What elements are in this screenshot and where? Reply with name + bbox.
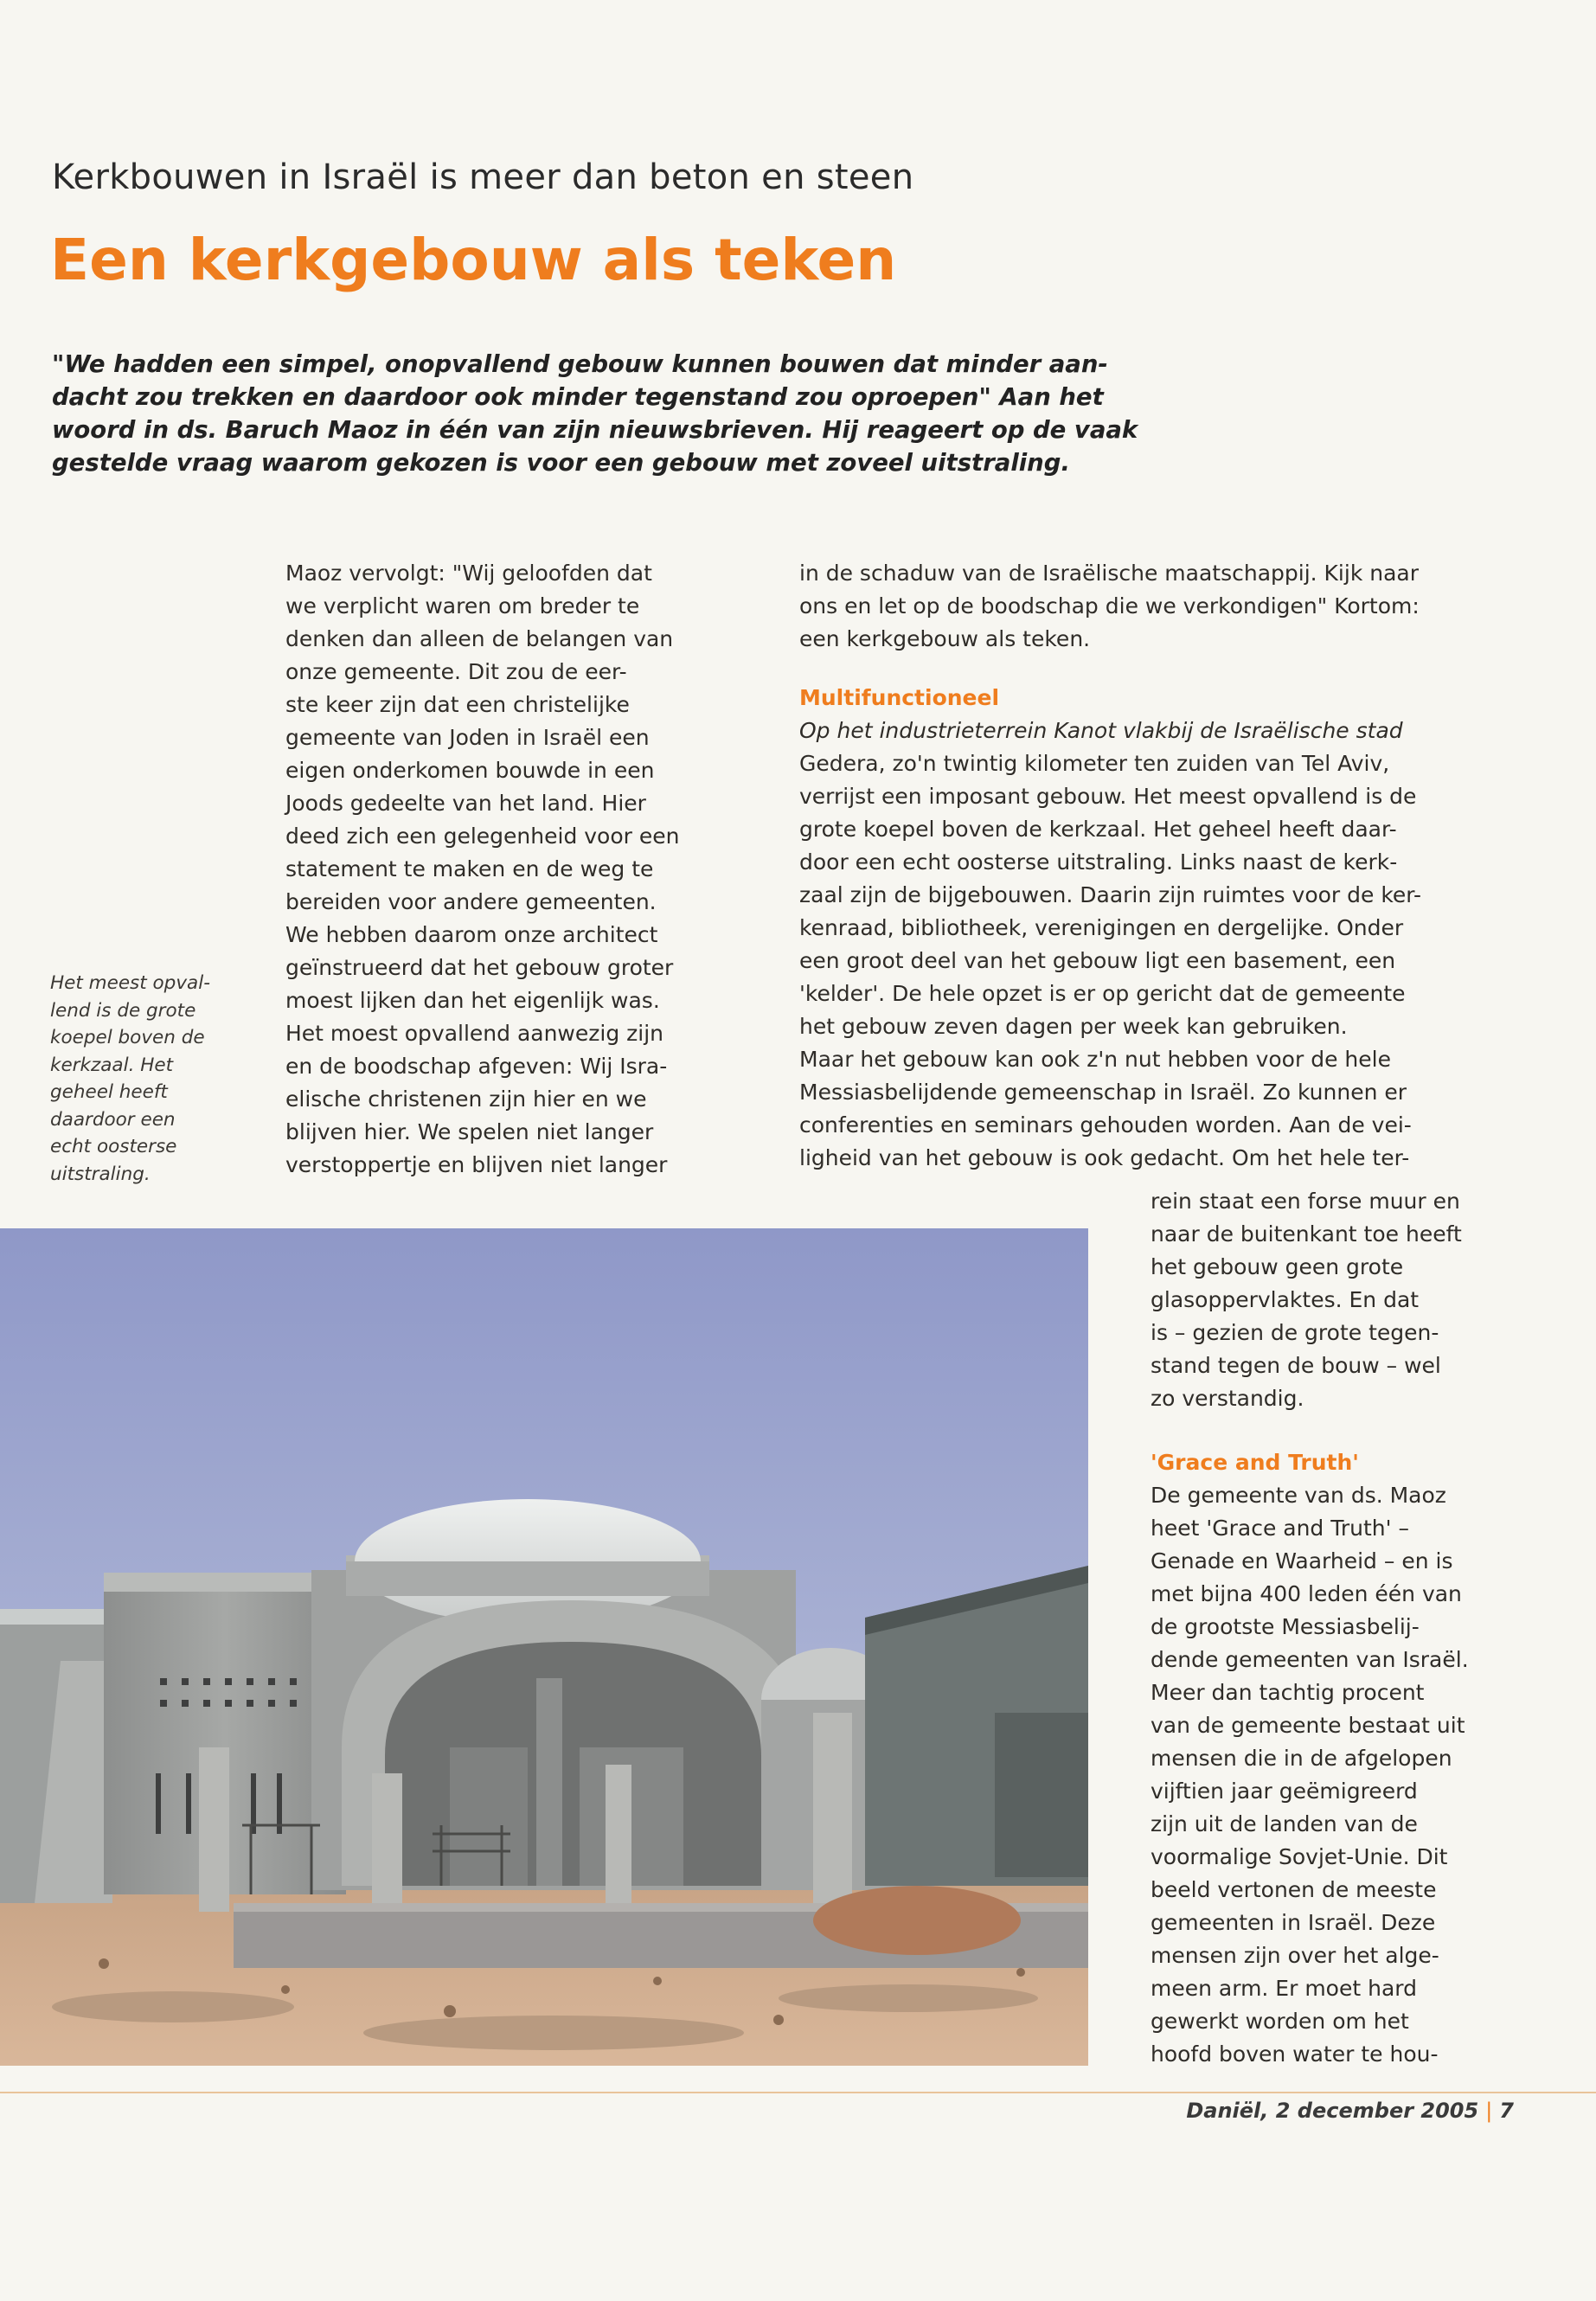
caption-line: lend is de grote	[50, 999, 196, 1022]
body-line: Gedera, zo'n twintig kilometer ten zuiden van Tel Aviv,	[799, 751, 1390, 776]
body-line: glasoppervlaktes. En dat	[1151, 1287, 1420, 1312]
body-line: het gebouw zeven dagen per week kan gebruiken.	[799, 1014, 1348, 1039]
body-line: geïnstrueerd dat het gebouw groter	[285, 955, 674, 980]
body-line: rein staat een forse muur en	[1151, 1189, 1460, 1214]
body-line: mensen zijn over het alge-	[1151, 1943, 1439, 1968]
page-number: 7	[1499, 2099, 1514, 2123]
body-line: 'kelder'. De hele opzet is er op gericht dat de gemeente	[799, 981, 1406, 1006]
caption-line: Het meest opval-	[50, 972, 210, 994]
body-line: beeld vertonen de meeste	[1151, 1877, 1437, 1902]
body-line: door een echt oosterse uitstraling. Links naast de kerk-	[799, 849, 1398, 875]
caption-line: kerkzaal. Het	[50, 1054, 174, 1076]
text-column-1	[285, 557, 753, 1182]
subhead-grace-and-truth: 'Grace and Truth'	[1151, 1450, 1359, 1475]
body-line: Maar het gebouw kan ook z'n nut hebben voor de hele	[799, 1047, 1391, 1072]
body-line: eigen onderkomen bouwde in een	[285, 758, 655, 783]
body-line: denken dan alleen de belangen van	[285, 626, 674, 651]
body-line: een kerkgebouw als teken.	[799, 626, 1091, 651]
body-line: bereiden voor andere gemeenten.	[285, 889, 657, 914]
text-column-3	[1151, 1185, 1514, 2071]
body-line: De gemeente van ds. Maoz	[1151, 1483, 1446, 1508]
text-column-2	[799, 557, 1509, 1175]
footer-source: Daniël, 2 december 2005	[1186, 2099, 1479, 2123]
body-line: is – gezien de grote tegen-	[1151, 1320, 1439, 1345]
body-line: kenraad, bibliotheek, verenigingen en dergelijke. Onder	[799, 915, 1404, 940]
body-line: verstoppertje en blijven niet langer	[285, 1152, 668, 1177]
intro-line: gestelde vraag waarom gekozen is voor een gebouw met zoveel uitstraling.	[52, 449, 1070, 477]
caption-line: geheel heeft	[50, 1081, 168, 1103]
body-line: Het moest opvallend aanwezig zijn	[285, 1021, 663, 1046]
body-line: We hebben daarom onze architect	[285, 922, 658, 947]
body-line: naar de buitenkant toe heeft	[1151, 1221, 1462, 1247]
body-line: zaal zijn de bijgebouwen. Daarin zijn ruimtes voor de ker-	[799, 882, 1422, 907]
body-line: Op het industrieterrein Kanot vlakbij de Israëlische stad	[799, 718, 1403, 743]
body-line: een groot deel van het gebouw ligt een basement, een	[799, 948, 1396, 973]
church-building-photo	[0, 1228, 1088, 2066]
body-line: gemeente van Joden in Israël een	[285, 725, 650, 750]
footer-rule	[0, 2092, 1596, 2093]
body-line: ons en let op de boodschap die we verkondigen" Kortom:	[799, 593, 1420, 619]
body-line: in de schaduw van de Israëlische maatschappij. Kijk naar	[799, 561, 1420, 586]
page-footer	[1185, 2099, 1514, 2123]
body-line: blijven hier. We spelen niet langer	[285, 1119, 654, 1144]
body-line: we verplicht waren om breder te	[285, 593, 640, 619]
body-line: Joods gedeelte van het land. Hier	[285, 791, 646, 816]
body-line: voormalige Sovjet-Unie. Dit	[1151, 1844, 1448, 1869]
body-line: Messiasbelijdende gemeenschap in Israël. Zo kunnen er	[799, 1080, 1407, 1105]
intro-line: woord in ds. Baruch Maoz in één van zijn nieuwsbrieven. Hij reageert op de vaak	[52, 416, 1138, 444]
body-line: dende gemeenten van Israël.	[1151, 1647, 1469, 1672]
body-line: zijn uit de landen van de	[1151, 1811, 1418, 1836]
body-line: deed zich een gelegenheid voor een	[285, 824, 680, 849]
body-line: meen arm. Er moet hard	[1151, 1976, 1417, 2001]
body-line: moest lijken dan het eigenlijk was.	[285, 988, 660, 1013]
body-line: hoofd boven water te hou-	[1151, 2041, 1439, 2067]
intro-line: dacht zou trekken en daardoor ook minder tegenstand zou oproepen" Aan het	[52, 383, 1104, 411]
body-line: statement te maken en de weg te	[285, 856, 654, 881]
body-line: vijftien jaar geëmigreerd	[1151, 1779, 1418, 1804]
article-kicker: Kerkbouwen in Israël is meer dan beton en steen	[52, 157, 914, 197]
body-line: en de boodschap afgeven: Wij Isra-	[285, 1054, 668, 1079]
body-line: van de gemeente bestaat uit	[1151, 1713, 1465, 1738]
intro-line: "We hadden een simpel, onopvallend gebouw kunnen bouwen dat minder aan-	[52, 350, 1108, 378]
body-line: conferenties en seminars gehouden worden. Aan de vei-	[799, 1112, 1412, 1138]
body-line: Genade en Waarheid – en is	[1151, 1548, 1453, 1574]
caption-line: echt oosterse	[50, 1136, 177, 1157]
body-line: zo verstandig.	[1151, 1386, 1304, 1411]
body-line: het gebouw geen grote	[1151, 1254, 1404, 1279]
body-line: elische christenen zijn hier en we	[285, 1086, 647, 1112]
article-intro	[52, 348, 1176, 479]
body-line: grote koepel boven de kerkzaal. Het geheel heeft daar-	[799, 817, 1397, 842]
body-line: stand tegen de bouw – wel	[1151, 1353, 1441, 1378]
body-line: verrijst een imposant gebouw. Het meest opvallend is de	[799, 784, 1417, 809]
body-line: mensen die in de afgelopen	[1151, 1746, 1452, 1771]
body-line: de grootste Messiasbelij-	[1151, 1614, 1420, 1639]
body-line: Meer dan tachtig procent	[1151, 1680, 1425, 1705]
subhead-multifunctioneel: Multifunctioneel	[799, 685, 1000, 710]
body-line: ste keer zijn dat een christelijke	[285, 692, 630, 717]
body-line: onze gemeente. Dit zou de eer-	[285, 659, 627, 684]
body-line: gewerkt worden om het	[1151, 2009, 1409, 2034]
body-line: Maoz vervolgt: "Wij geloofden dat	[285, 561, 652, 586]
body-line: gemeenten in Israël. Deze	[1151, 1910, 1436, 1935]
article-title: Een kerkgebouw als teken	[50, 227, 897, 293]
caption-line: daardoor een	[50, 1108, 176, 1131]
body-line: ligheid van het gebouw is ook gedacht. Om het hele ter-	[799, 1145, 1410, 1170]
caption-line: koepel boven de	[50, 1027, 205, 1048]
body-line: met bijna 400 leden één van	[1151, 1581, 1462, 1606]
body-line: heet 'Grace and Truth' –	[1151, 1516, 1409, 1541]
footer-separator: |	[1485, 2099, 1493, 2123]
photo-caption	[50, 970, 249, 1188]
caption-line: uitstraling.	[50, 1163, 151, 1185]
